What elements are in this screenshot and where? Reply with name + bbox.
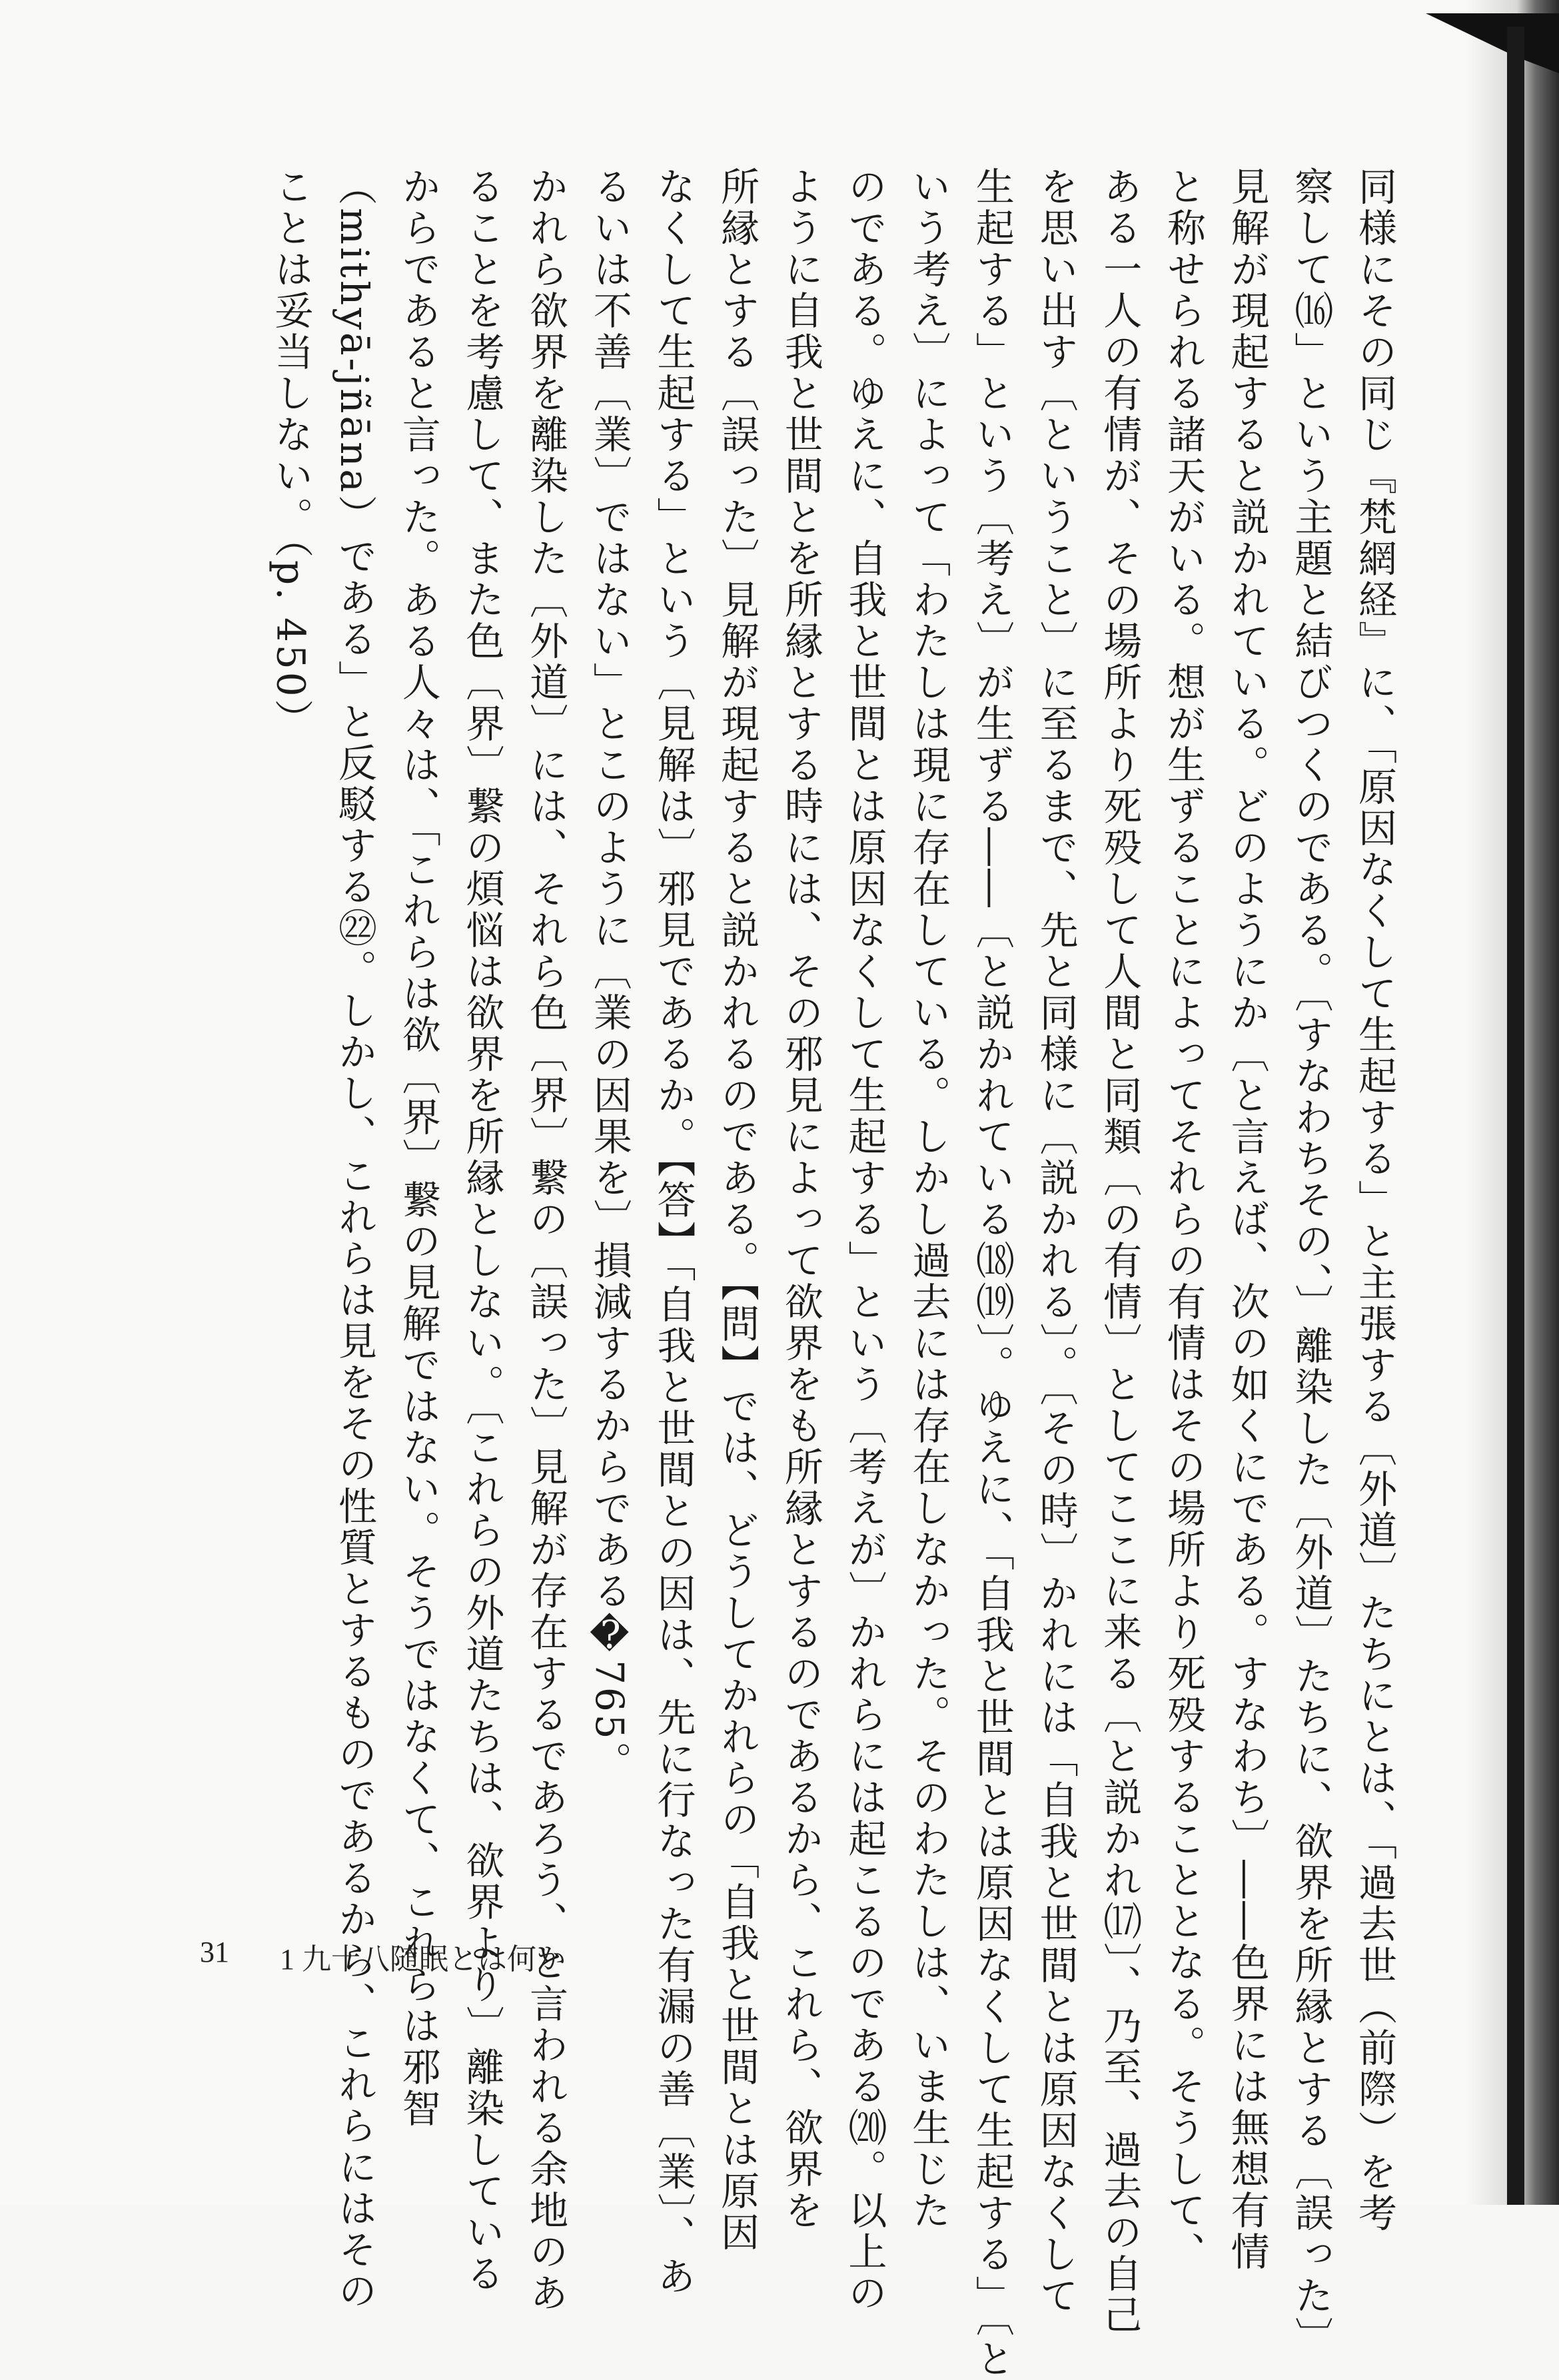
text-line-2: 察して⒃」という主題と結びつくのである。〔すなわちその、〕離染した〔外道〕たちに、欲界を所縁とする〔誤った〕 bbox=[1288, 167, 1334, 2358]
book-spine-shadow bbox=[1426, 0, 1559, 2205]
text-line-4: と称せられる諸天がいる。想が生ずることによってそれらの有情はその場所より死殁することとなる。そうして、 bbox=[1160, 167, 1206, 2273]
text-line-6: を思い出す〔ということ〕に至るまで、先と同様に〔説かれる〕。〔その時〕かれには「自我と世間とは原因なくして bbox=[1033, 167, 1079, 2317]
text-line-9: のである。ゆえに、自我と世間とは原因なくして生起する」という〔考えが〕かれらには起こるのである⒇。以上の bbox=[841, 167, 887, 2314]
text-line-18: ことは妥当しない。（p. 450） bbox=[268, 167, 314, 741]
text-line-13: るいは不善〔業〕ではない」とこのように〔業の因果を〕損減するからである�765。 bbox=[586, 167, 632, 1783]
text-line-16: からであると言った。ある人々は、「これらは欲〔界〕繋の見解ではない。そうではなくて、これらは邪智 bbox=[395, 167, 441, 2130]
text-line-7: 生起する」という〔考え〕が生ずる――〔と説かれている⒅⒆〕。ゆえに、「自我と世間とは原因なくして生起する」〔と bbox=[969, 167, 1015, 2380]
text-line-8: いう考え〕によって「わたしは現に存在している。しかし過去には存在しなかった。そのわたしは、いま生じた bbox=[905, 167, 951, 2231]
text-line-17: （mithyā-jñāna）である」と反駁する㉒。しかし、これらは見をその性質とするものであるから、これらにはその bbox=[332, 167, 377, 2313]
text-line-12: なくして生起する」という〔見解は〕邪見であるか。【答】「自我と世間との因は、先に行なった有漏の善〔業〕、あ bbox=[650, 167, 696, 2297]
text-line-11: 所縁とする〔誤った〕見解が現起すると説かれるのである。【問】では、どうしてかれらの「自我と世間とは原因 bbox=[714, 167, 760, 2253]
text-line-10: ように自我と世間とを所縁とする時には、その邪見によって欲界をも所縁とするのであるから、これら、欲界を bbox=[778, 167, 823, 2231]
text-line-14: かれら欲界を離染した〔外道〕には、それら色〔界〕繋の〔誤った〕見解が存在するであろう、と言われる余地のあ bbox=[523, 167, 569, 2314]
page-number: 31 bbox=[200, 1936, 229, 1968]
text-line-5: ある一人の有情が、その場所より死殁して人間と同類〔の有情〕としてここに来る〔と説かれ⒄〕、乃至、過去の自己 bbox=[1097, 167, 1143, 2336]
text-line-1: 同様にその同じ『梵網経』に、「原因なくして生起する」と主張する〔外道〕たちにとは、「過去世（前際）を考 bbox=[1352, 167, 1397, 2234]
running-head: 1 九十八随眠とは何か bbox=[280, 1943, 566, 1976]
text-line-15: ることを考慮して、また色〔界〕繋の煩悩は欲界を所縁としない。〔これらの外道たちは、欲界より〕離染している bbox=[459, 167, 505, 2295]
text-line-3: 見解が現起すると説かれている。どのようにか〔と言えば、次の如くにである。すなわち〕――色界には無想有情 bbox=[1224, 167, 1270, 2273]
